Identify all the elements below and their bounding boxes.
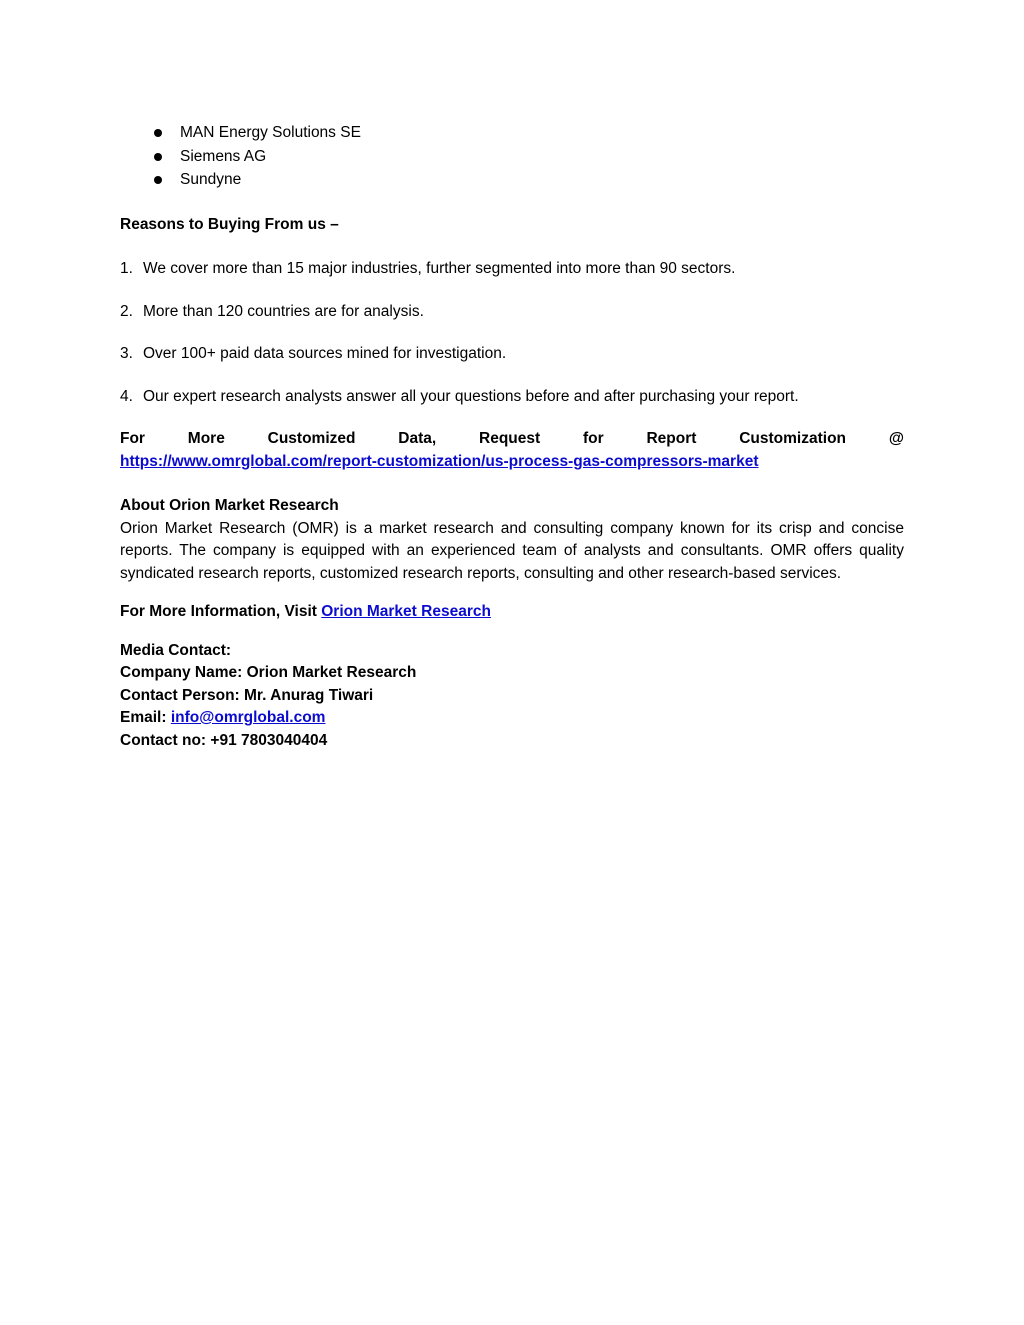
- customization-word: for: [582, 430, 604, 447]
- about-text: Orion Market Research (OMR) is a market research and consulting company known for its crisp and concise reports. The company is equipped with an experienced team of analysts and consultants. OMR offers quality syndicated research reports, customized research reports, consulting and other research-based services.: [120, 519, 904, 582]
- bullet-icon: [154, 153, 162, 161]
- reasons-heading: Reasons to Buying From us –: [120, 215, 339, 233]
- reason-text: We cover more than 15 major industries, further segmented into more than 90 sectors.: [143, 260, 736, 277]
- document-page: [120, 121, 904, 752]
- company-name: MAN Energy Solutions SE: [180, 124, 361, 141]
- customization-word: For: [120, 430, 145, 447]
- reason-item: [120, 258, 904, 281]
- orion-market-research-link[interactable]: Orion Market Research: [321, 603, 491, 620]
- reason-text: More than 120 countries are for analysis.: [143, 302, 424, 320]
- reason-text: Over 100+ paid data sources mined for investigation.: [143, 345, 507, 362]
- phone-line: Contact no: +91 7803040404: [120, 731, 328, 749]
- reason-item: [120, 301, 904, 324]
- reason-text: Our expert research analysts answer all your questions before and after purchasing your report.: [143, 387, 799, 405]
- customization-word: Data,: [398, 430, 437, 447]
- reason-number: 2.: [120, 302, 133, 320]
- company-name: Siemens AG: [180, 147, 267, 165]
- customization-word: Customization: [739, 430, 847, 447]
- reason-number: 4.: [120, 387, 133, 405]
- customization-link[interactable]: https://www.omrglobal.com/report-customization/us-process-gas-compressors-market: [120, 452, 759, 470]
- customization-word: More: [187, 430, 225, 447]
- list-item: [120, 121, 904, 145]
- about-heading: About Orion Market Research: [120, 497, 339, 514]
- email-link[interactable]: info@omrglobal.com: [170, 709, 326, 726]
- company-name: Sundyne: [180, 171, 242, 188]
- customization-word: Request: [479, 430, 541, 447]
- reason-item: [120, 386, 904, 409]
- bullet-icon: [154, 129, 162, 137]
- list-item: [120, 168, 904, 192]
- customization-word: @: [888, 430, 904, 447]
- list-item: [120, 145, 904, 169]
- reason-number: 1.: [120, 260, 133, 277]
- more-info-line: [120, 601, 904, 624]
- customization-link-line: [120, 451, 904, 474]
- reason-number: 3.: [120, 345, 133, 362]
- customization-request-line: [120, 428, 904, 451]
- media-contact: [120, 640, 904, 753]
- contact-person-line: Contact Person: Mr. Anurag Tiwari: [120, 686, 374, 704]
- company-name-line: Company Name: Orion Market Research: [120, 664, 417, 681]
- customization-word: Report: [646, 430, 697, 447]
- customization-word: Customized: [267, 430, 356, 447]
- media-contact-heading: Media Contact:: [120, 641, 232, 659]
- more-info-label: For More Information, Visit: [120, 603, 322, 620]
- reason-item: [120, 343, 904, 366]
- company-list: [120, 121, 904, 192]
- email-line: [120, 707, 904, 730]
- bullet-icon: [154, 176, 162, 184]
- email-label: Email:: [120, 709, 171, 726]
